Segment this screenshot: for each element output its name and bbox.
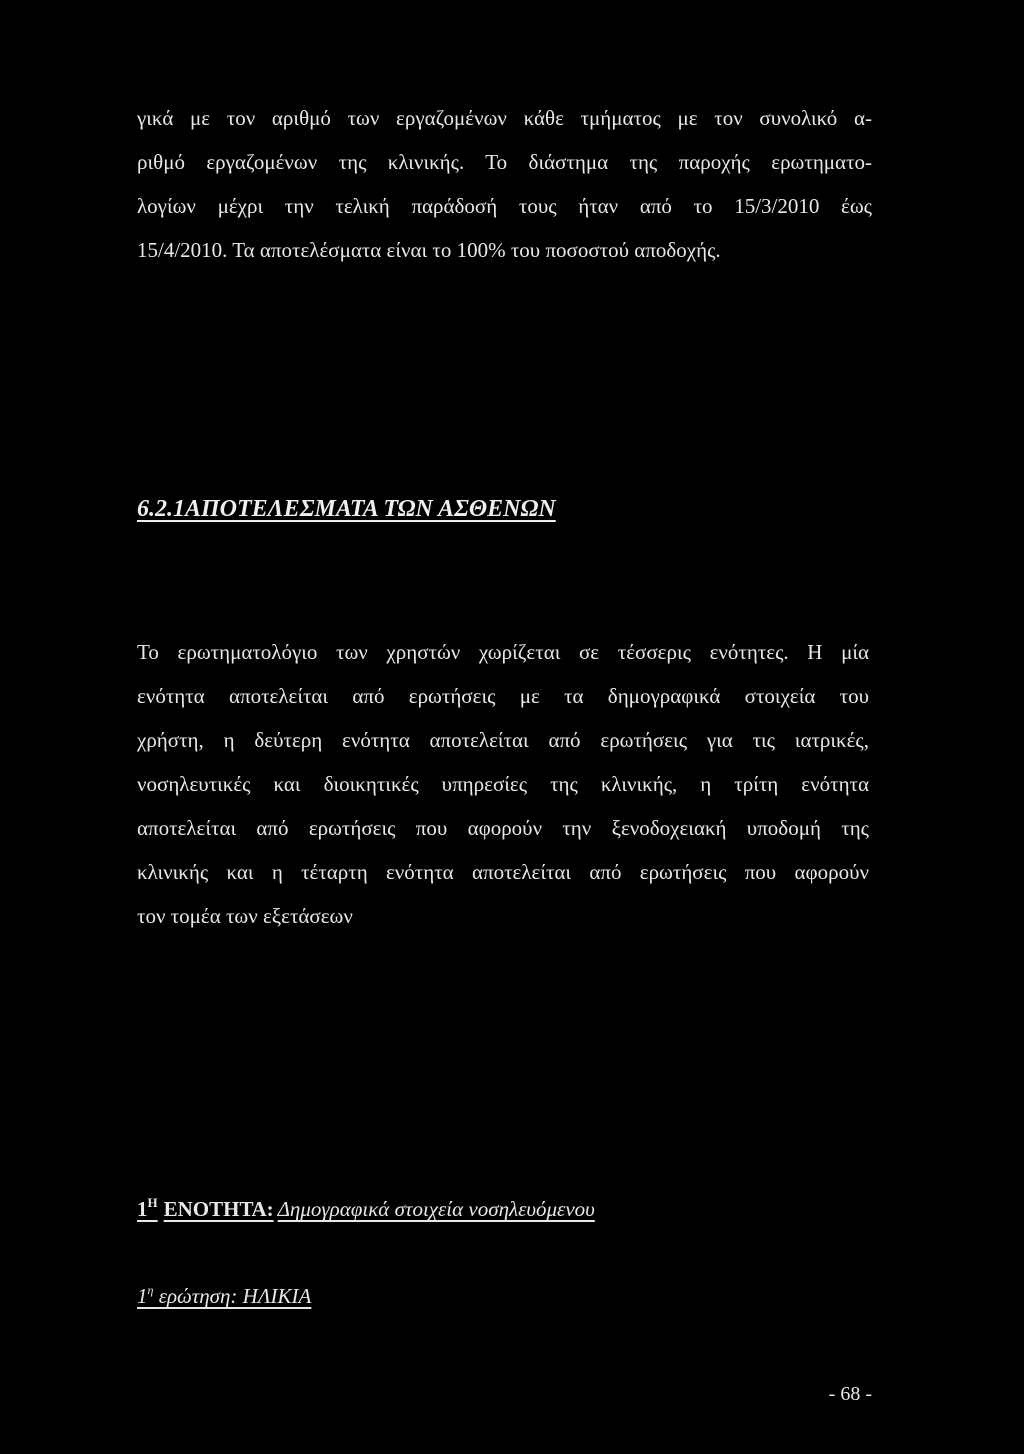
body-line: χρήστη, η δεύτερη ενότητα αποτελείται από ερωτήσεις για τις ιατρικές,: [137, 728, 869, 752]
body-line: νοσηλευτικές και διοικητικές υπηρεσίες της κλινικής, η τρίτη ενότητα: [137, 772, 869, 796]
body-line: κλινικής και η τέταρτη ενότητα αποτελείται από ερωτήσεις που αφορούν: [137, 860, 869, 884]
unit-number-digit: 1: [137, 1197, 148, 1221]
body-paragraph: [137, 630, 869, 938]
body-line: ενότητα αποτελείται από ερωτήσεις με τα δημογραφικά στοιχεία του: [137, 684, 869, 708]
question-title: [137, 1283, 311, 1309]
intro-line: λογίων μέχρι την τελική παράδοσή τους ήταν από το 15/3/2010 έως: [137, 194, 872, 218]
question-number: 1: [137, 1284, 148, 1308]
body-line: Το ερωτηματολόγιο των χρηστών χωρίζεται σε τέσσερις ενότητες. Η μία: [137, 640, 869, 664]
question-text: ερώτηση: ΗΛΙΚΙΑ: [158, 1284, 312, 1308]
question-superscript: η: [147, 1283, 154, 1297]
body-line: τον τομέα των εξετάσεων: [137, 904, 353, 928]
page-number: - 68 -: [828, 1383, 872, 1405]
section-heading: 6.2.1ΑΠΟΤΕΛΕΣΜΑΤΑ ΤΩΝ ΑΣΘΕΝΩΝ: [137, 496, 556, 522]
unit-number-superscript: Η: [147, 1195, 158, 1210]
unit-subject: Δημογραφικά στοιχεία νοσηλευόμενου: [277, 1197, 595, 1221]
unit-number: [137, 1197, 158, 1221]
intro-paragraph: [137, 96, 872, 272]
intro-line: 15/4/2010. Τα αποτελέσματα είναι το 100% του ποσοστού αποδοχής.: [137, 238, 721, 262]
unit-label: ΕΝΟΤΗΤΑ:: [163, 1197, 274, 1221]
body-line: αποτελείται από ερωτήσεις που αφορούν την ξενοδοχειακή υποδομή της: [137, 816, 869, 840]
unit-title: [137, 1195, 595, 1222]
intro-line: ριθμό εργαζομένων της κλινικής. Το διάστημα της παροχής ερωτηματο-: [137, 150, 872, 174]
intro-line: γικά με τον αριθμό των εργαζομένων κάθε τμήματος με τον συνολικό α-: [137, 106, 872, 130]
